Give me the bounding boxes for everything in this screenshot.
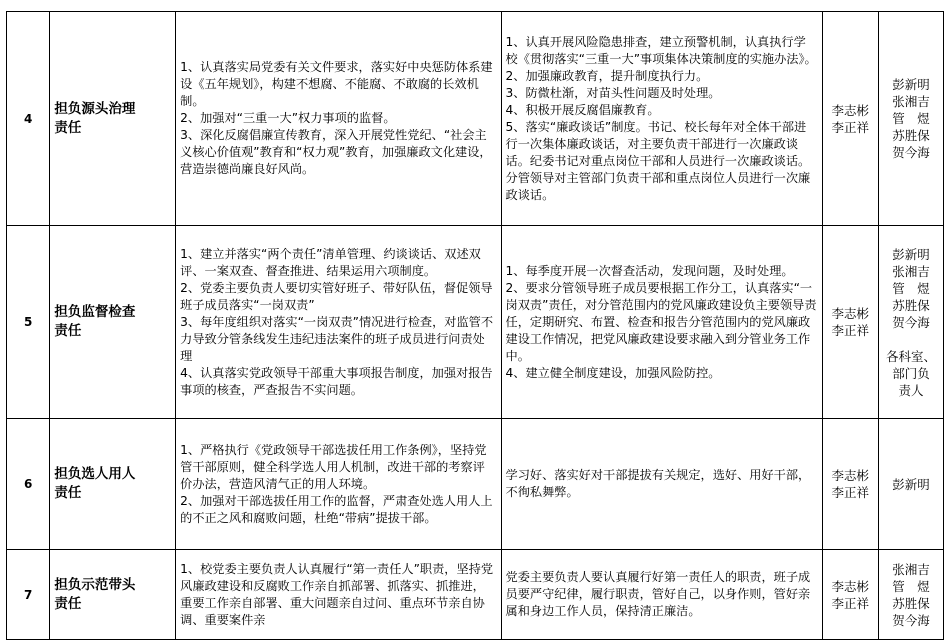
lead-name: 李志彬 xyxy=(831,468,869,483)
owner-name: 张湘吉 xyxy=(892,561,930,577)
row-number: 7 xyxy=(7,550,50,640)
lead-name: 李志彬 xyxy=(831,306,869,321)
measure-item: 2、加强对“三重一大”权力事项的监督。 xyxy=(180,111,396,125)
task-cell xyxy=(50,550,176,640)
task-name: 担负监督检查 xyxy=(54,304,136,320)
approach-item: 4、建立健全制度建设，加强风险防控。 xyxy=(505,365,721,380)
task-cell xyxy=(50,12,176,226)
measure-item: 2、加强对干部选拔任用工作的监督，严肃查处选人用人上的不正之风和腐败问题，杜绝“带病”提拔干部。 xyxy=(180,493,493,525)
approach-item: 4、积极开展反腐倡廉教育。 xyxy=(505,102,660,117)
lead-cell xyxy=(822,550,878,640)
task-name: 担负示范带头 xyxy=(54,576,136,593)
measure-item: 3、每年度组织对落实“一岗双责”情况进行检查，对监管不力导致分管条线发生违纪违法案件的班子成员进行问责处理 xyxy=(180,314,494,363)
owner-name: 管 煜 xyxy=(892,578,930,594)
owner-name: 彭新明 xyxy=(892,77,930,92)
owner-name: 彭新明 xyxy=(892,476,930,492)
measure-item: 1、建立并落实“两个责任”清单管理、约谈谈话、双述双评、一案双查、督查推进、结果运用六项制度。 xyxy=(180,246,481,278)
measure-item: 1、认真落实局党委有关文件要求，落实好中央惩防体系建设《五年规划》，构建不想腐、不能腐、不敢腐的长效机制。 xyxy=(180,60,493,108)
measure-item: 3、深化反腐倡廉宣传教育，深入开展党性党纪、“社会主义核心价值观”教育和“权力观”教育，加强廉政文化建设，营造崇德尚廉良好风尚。 xyxy=(180,128,492,176)
approaches-cell xyxy=(501,12,822,226)
owner-name: 贺今海 xyxy=(892,145,930,160)
approach-item: 3、防微杜渐，对苗头性问题及时处理。 xyxy=(505,85,721,100)
task-name: 担负选人用人 xyxy=(54,466,136,482)
owner-name: 贺今海 xyxy=(892,314,930,330)
approach-item: 2、要求分管领导班子成员要根据工作分工，认真落实“一岗双责”责任，对分管范围内的党风廉政建设负主要领导责任，定期研究、布置、检查和报告分管范围内的党风廉政建设工作情况，把党风廉政建设要求融入到分管业务工作中。 xyxy=(505,280,817,363)
measures-cell xyxy=(176,226,501,419)
responsibility-table xyxy=(6,11,944,640)
lead-name: 李正祥 xyxy=(831,485,869,500)
approaches-cell xyxy=(501,226,822,419)
lead-cell xyxy=(822,226,878,419)
owner-dept: 各科室、 xyxy=(885,348,936,364)
approaches-cell xyxy=(501,419,822,550)
table-row xyxy=(7,226,944,419)
approach-item: 1、每季度开展一次督查活动，发现问题，及时处理。 xyxy=(505,263,794,278)
measures-cell xyxy=(176,419,501,550)
lead-cell xyxy=(822,419,878,550)
measure-item: 1、校党委主要负责人认真履行“第一责任人”职责，坚持党风廉政建设和反腐败工作亲自抓部署、抓落实、抓推进，重要工作亲自部署、重大问题亲自过问、重点环节亲自协调、重要案件亲 xyxy=(180,561,494,627)
approach-item: 党委主要负责人要认真履行好第一责任人的职责，班子成员要严守纪律，履行职责，管好自己，以身作则，管好亲属和身边工作人员，保持清正廉洁。 xyxy=(505,570,811,618)
lead-cell xyxy=(822,12,878,226)
task-cell xyxy=(50,226,176,419)
task-name: 责任 xyxy=(54,485,82,501)
task-name: 责任 xyxy=(54,595,82,612)
owner-dept: 部门负 xyxy=(892,365,930,381)
owner-name: 张湘吉 xyxy=(892,263,930,279)
task-name: 担负源头治理 xyxy=(54,100,136,117)
task-cell xyxy=(50,419,176,550)
approach-item: 2、加强廉政教育，提升制度执行力。 xyxy=(505,68,709,83)
approach-item: 学习好、落实好对干部提拔有关规定，选好、用好干部，不徇私舞弊。 xyxy=(505,468,811,499)
lead-name: 李正祥 xyxy=(831,119,869,135)
owner-cell xyxy=(878,550,943,640)
approach-item: 1、认真开展风险隐患排查，建立预警机制，认真执行学校《贯彻落实“三重一大”事项集体决策制度的实施办法》。 xyxy=(505,34,817,66)
table-row xyxy=(7,12,944,226)
table-row xyxy=(7,550,944,640)
owner-name: 管 煜 xyxy=(892,111,930,126)
lead-name: 李正祥 xyxy=(831,595,869,611)
lead-name: 李正祥 xyxy=(831,323,869,338)
lead-name: 李志彬 xyxy=(831,102,869,118)
measure-item: 1、严格执行《党政领导干部选拔任用工作条例》，坚持党管干部原则，健全科学选人用人机制，改进干部的考察评价办法，营造风清气正的用人环境。 xyxy=(180,442,487,491)
approaches-cell xyxy=(501,550,822,640)
lead-name: 李志彬 xyxy=(831,578,869,594)
table-row xyxy=(7,419,944,550)
owner-cell xyxy=(878,12,943,226)
owner-cell xyxy=(878,226,943,419)
owner-name: 贺今海 xyxy=(892,612,930,628)
owner-name: 管 煜 xyxy=(892,280,930,296)
approach-item: 5、落实“廉政谈话”制度。书记、校长每年对全体干部进行一次集体廉政谈话，对主要负责干部进行一次廉政谈话。纪委书记对重点岗位干部和人员进行一次廉政谈话。分管领导对主管部门负责干部和重点岗位人员进行一次廉政谈话。 xyxy=(505,119,811,202)
task-name: 责任 xyxy=(54,119,82,136)
owner-name: 张湘吉 xyxy=(892,94,930,109)
owner-spacer xyxy=(883,331,939,348)
row-number: 6 xyxy=(7,419,50,550)
owner-dept: 责人 xyxy=(898,382,924,398)
measure-item: 2、党委主要负责人要切实管好班子、带好队伍，督促领导班子成员落实“一岗双责” xyxy=(180,280,493,312)
owner-name: 苏胜保 xyxy=(892,297,930,313)
measure-item: 4、认真落实党政领导干部重大事项报告制度，加强对报告事项的核查，严查报告不实问题。 xyxy=(180,365,493,397)
measures-cell xyxy=(176,12,501,226)
owner-cell xyxy=(878,419,943,550)
row-number: 4 xyxy=(7,12,50,226)
owner-name: 彭新明 xyxy=(892,246,930,262)
measures-cell xyxy=(176,550,501,640)
row-number: 5 xyxy=(7,226,50,419)
task-name: 责任 xyxy=(54,323,82,339)
owner-name: 苏胜保 xyxy=(892,595,930,611)
owner-name: 苏胜保 xyxy=(892,128,930,143)
